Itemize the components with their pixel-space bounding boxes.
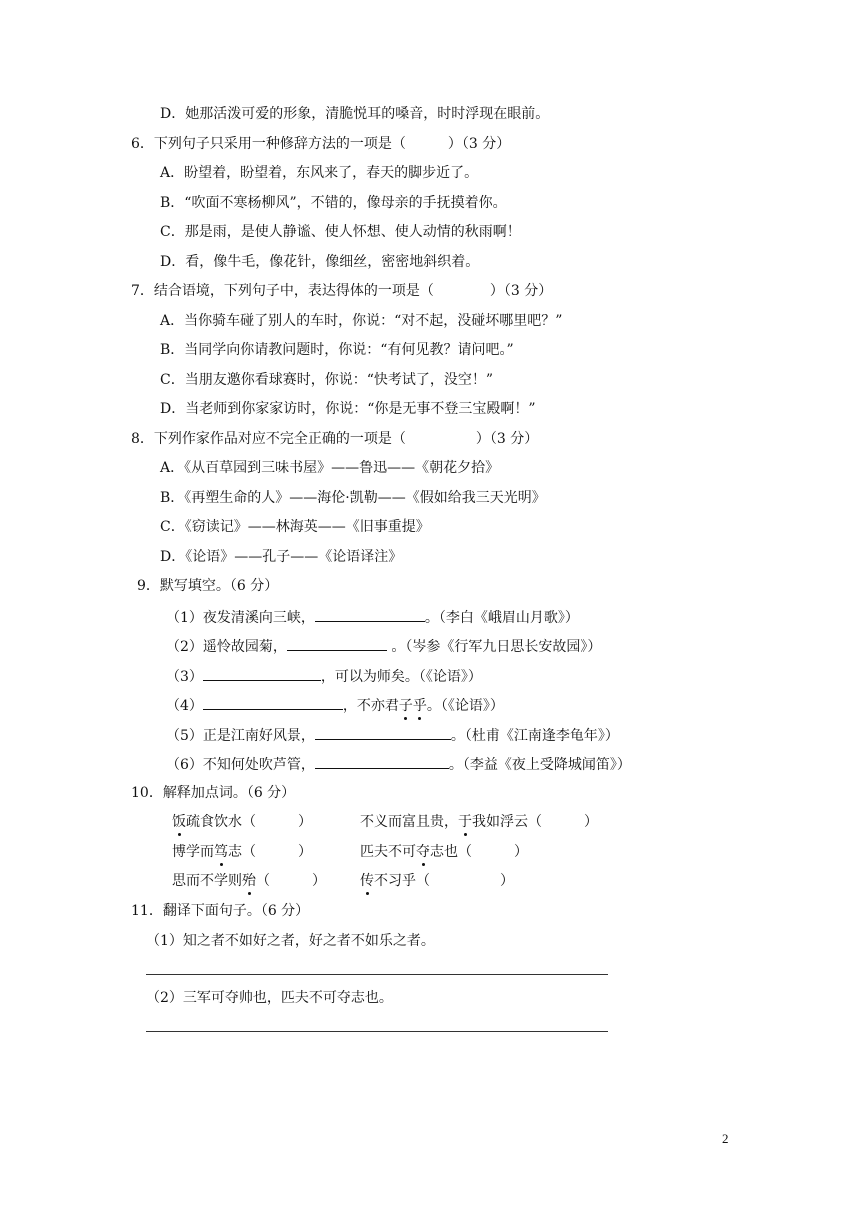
q6-option-d: D．看，像牛毛，像花针，像细丝，密密地斜织着。 [160, 254, 480, 270]
q9-item-5-prefix: （5）正是江南好风景， [166, 728, 315, 744]
q6-option-c: C．那是雨，是使人静谧、使人怀想、使人动情的秋雨啊！ [160, 224, 521, 240]
q10-word-5-prefix: 思而不学则 [172, 873, 242, 889]
fill-blank[interactable] [315, 754, 449, 769]
q8-option-a: A．《从百草园到三味书屋》——鲁迅——《朝花夕拾》 [160, 460, 500, 476]
fill-blank[interactable] [203, 695, 343, 710]
q7-option-d: D．当老师到你家家访时，你说：“你是无事不登三宝殿啊！” [160, 401, 536, 417]
q9-item-4-text: ，不亦君 [342, 698, 399, 714]
fill-blank[interactable] [315, 607, 425, 622]
q9-item-4-suffix: 。（《论语》） [426, 698, 504, 714]
q9-item-4-prefix: （4） [166, 698, 203, 714]
q9-stem: 9．默写填空。（6 分） [137, 578, 279, 594]
q7-option-b: B．当同学向你请教问题时，你说：“有何见教？请问吧。” [160, 342, 514, 358]
q7-option-a: A．当你骑车碰了别人的车时，你说：“对不起，没碰坏哪里吧？” [160, 313, 563, 329]
q10-word-1-text: 疏食饮水（ ） [186, 814, 312, 830]
q10-word-1 [172, 813, 312, 831]
q9-item-1 [166, 607, 579, 627]
answer-line-2[interactable] [146, 1031, 608, 1032]
q10-word-4-prefix: 匹夫不可 [360, 844, 416, 860]
q9-item-3 [166, 666, 482, 686]
emphasis-dot-char: 子 [398, 698, 413, 714]
q9-item-3-suffix: ，可以为师矣。（《论语》） [320, 669, 482, 685]
q10-word-6-text: 不习乎（ ） [374, 873, 514, 889]
q6-option-a: A．盼望着，盼望着，东风来了，春天的脚步近了。 [160, 165, 479, 181]
q9-item-2-prefix: （2）遥怜故园菊， [166, 639, 287, 655]
q10-word-3 [172, 843, 312, 861]
q6-stem: 6．下列句子只采用一种修辞方法的一项是（ ）（3 分） [131, 136, 511, 152]
q9-item-2-suffix: 。（岑参《行军九日思长安故园》） [386, 639, 602, 655]
q9-item-3-prefix: （3） [166, 669, 203, 685]
q8-option-c: C．《窃读记》——林海英——《旧事重提》 [160, 519, 430, 535]
emphasis-dot-char: 笃 [214, 844, 228, 860]
q10-word-2 [360, 813, 598, 831]
q6-option-b: B．“吹面不寒杨柳风”，不错的，像母亲的手抚摸着你。 [160, 195, 507, 211]
q11-sentence-1: （1）知之者不如好之者，好之者不如乐之者。 [146, 933, 435, 949]
q9-item-2 [166, 636, 601, 656]
q9-item-6 [166, 754, 631, 774]
q11-sentence-2: （2）三军可夺帅也，匹夫不可夺志也。 [146, 990, 393, 1006]
q8-stem: 8．下列作家作品对应不完全正确的一项是（ ）（3 分） [131, 431, 539, 447]
answer-line-1[interactable] [146, 974, 608, 975]
q10-word-3-prefix: 博学而 [172, 844, 214, 860]
emphasis-dot-char: 于 [458, 814, 472, 830]
q10-word-2-text: 我如浮云（ ） [472, 814, 598, 830]
q10-stem: 10．解释加点词。（6 分） [131, 785, 296, 801]
emphasis-dot-char: 饭 [172, 814, 186, 830]
q9-item-5 [166, 725, 619, 745]
q9-item-6-suffix: 。（李益《夜上受降城闻笛》） [448, 757, 631, 773]
q10-word-2-prefix: 不义而富且贵， [360, 814, 458, 830]
fill-blank[interactable] [287, 636, 387, 651]
q9-item-6-prefix: （6）不知何处吹芦管， [166, 757, 315, 773]
fill-blank[interactable] [203, 666, 321, 681]
q10-word-6 [360, 872, 514, 890]
q10-word-5 [172, 872, 326, 890]
q10-word-5-text: （ ） [256, 873, 326, 889]
emphasis-dot-char: 夺 [416, 844, 430, 860]
q10-word-4 [360, 843, 528, 861]
q8-option-d: D．《论语》——孔子——《论语译注》 [160, 549, 403, 565]
page-number: 2 [722, 1131, 729, 1146]
q7-stem: 7．结合语境，下列句子中，表达得体的一项是（ ）（3 分） [131, 283, 553, 299]
fill-blank[interactable] [315, 725, 451, 740]
q5-option-d: D．她那活泼可爱的形象，清脆悦耳的嗓音，时时浮现在眼前。 [160, 106, 550, 122]
q9-item-1-prefix: （1）夜发清溪向三峡， [166, 610, 315, 626]
q9-item-1-suffix: 。（李白《峨眉山月歌》） [424, 610, 579, 626]
q8-option-b: B．《再塑生命的人》——海伦·凯勒——《假如给我三天光明》 [160, 490, 546, 506]
emphasis-dot-char: 殆 [242, 873, 256, 889]
q10-word-3-text: 志（ ） [228, 844, 312, 860]
emphasis-dot-char: 乎 [412, 698, 427, 714]
q11-stem: 11．翻译下面句子。（6 分） [131, 903, 310, 919]
q10-word-4-text: 志也（ ） [430, 844, 528, 860]
q9-item-4 [166, 695, 504, 715]
emphasis-dot-char: 传 [360, 873, 374, 889]
q7-option-c: C．当朋友邀你看球赛时，你说：“快考试了，没空！” [160, 372, 494, 388]
q9-item-5-suffix: 。（杜甫《江南逢李龟年》） [450, 728, 619, 744]
